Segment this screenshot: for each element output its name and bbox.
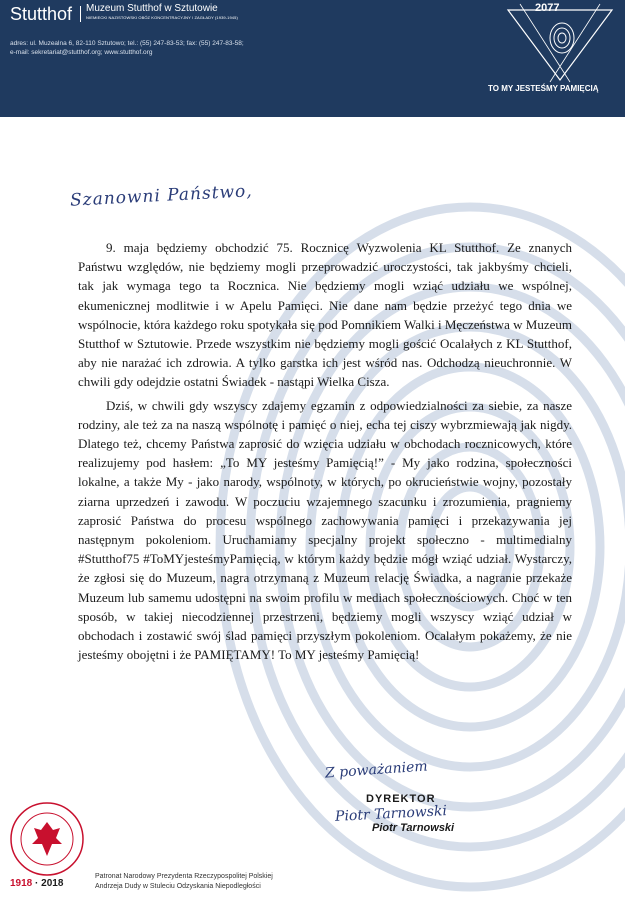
letterhead — [0, 0, 625, 117]
closing-handwritten: Z poważaniem — [324, 758, 429, 782]
patronage-line-2: Andrzeja Dudy w Stuleciu Odzyskania Niepodległości — [95, 883, 261, 890]
logo-divider — [80, 6, 81, 22]
stutthof-logo: Stutthof — [10, 4, 73, 24]
centenary-years — [10, 878, 63, 889]
patronage-line-1: Patronat Narodowy Prezydenta Rzeczypospolitej Polskiej — [95, 873, 273, 880]
triangle-fingerprint-icon — [500, 0, 620, 84]
independence-centenary-seal — [8, 800, 86, 878]
paragraph-1: 9. maja będziemy obchodzić 75. Rocznicę Wyzwolenia KL Stutthof. Ze znanych Państwu względów, nie będziemy mogli przeprowadzić uroczystości, tak jakbyśmy chcieli, tak jak wymaga tego ta Rocznica. Nie będziemy mogli wziąć udziału we wspólnej, ekumenicznej modlitwie i w Apelu Pamięci. Nie dane nam będzie przeżyć tego dnia we wspólnocie, która każdego roku spotykała się pod Pomnikiem Walki i Męczeństwa w Muzeum Stutthof w Sztutowie. Przede wszystkim nie będziemy mogli gościć Ocalałych z KL Stutthof, aby nie narażać ich zdrowia. A tylko garstka ich jest wśród nas. Odchodzą nieuchronnie. W chwili gdy odejdzie ostatni Świadek - nastąpi Wielka Cisza. — [78, 240, 572, 390]
year-separator: · — [35, 878, 39, 889]
campaign-slogan: TO MY JESTEŚMY PAMIĘCIĄ — [488, 84, 599, 93]
patronage-note — [95, 872, 273, 892]
address-line: adres: ul. Muzealna 6, 82-110 Sztutowo; tel.: (55) 247-83-53; fax: (55) 247-83-58; — [10, 40, 244, 47]
year-start: 1918 — [10, 878, 33, 889]
museum-name: Muzeum Stutthof w Sztutowie — [86, 3, 218, 14]
letter-body — [78, 238, 572, 664]
signatory-title: DYREKTOR — [366, 793, 436, 805]
email-line: e-mail: sekretariat@stutthof.org; www.stutthof.org — [10, 49, 153, 56]
emblem-year: 2077 — [535, 2, 560, 14]
paragraph-2: Dziś, w chwili gdy wszyscy zdajemy egzamin z odpowiedzialności za siebie, za nasze rodziny, ale też za na naszą wspólnotę i pamięć o niej, echa tej ciszy wybrzmiewają jak nigdy. Dlatego też, chcemy Państwa zaprosić do wzięcia udziału w obchodach rocznicowych, które realizujemy pod hasłem: „To MY jesteśmy Pamięcią!” - My jako rodzina, społeczności lokalne, a także My - jako narody, wspólnoty, w których, po okrucieństwie wojny, pozostały ziarna uprzedzeń i zawodu. W poczuciu wzajemnego szacunku i zrozumienia, pragniemy zaprosić Państwa do procesu wspólnego zachowywania pamięci i przekazywania jej następnym pokoleniom. Uruchamiamy specjalny projekt społeczno - multimedialny #Stutthof75 #ToMYjesteśmyPamięcią, w którym każdy będzie mógł wziąć udział. Wystarczy, że zgłosi się do Muzeum, nagra otrzymaną z Muzeum relację Świadka, a nagranie przekaże Muzeum lub samemu udostępni na swoim profilu w mediach społecznościowych. Choć w ten sposób, w takiej niecodziennej przestrzeni, będziemy mogli wszyscy wziąć udział w obchodach i zostawić swój ślad pamięci przyszłym pokoleniom. Ocalałym pokażemy, że nie jesteśmy obojętni i że PAMIĘTAMY! To MY jesteśmy Pamięcią! — [78, 397, 572, 663]
signature-handwritten: Piotr Tarnowski — [334, 803, 448, 825]
eagle-icon — [32, 822, 62, 856]
museum-subtitle: NIEMIECKI NAZISTOWSKI OBÓZ KONCENTRACYJNY I ZAGŁADY (1939-1945) — [86, 15, 238, 20]
salutation-handwritten: Szanowni Państwo, — [69, 181, 254, 211]
signatory-name: Piotr Tarnowski — [372, 822, 455, 834]
year-end: 2018 — [41, 878, 64, 889]
